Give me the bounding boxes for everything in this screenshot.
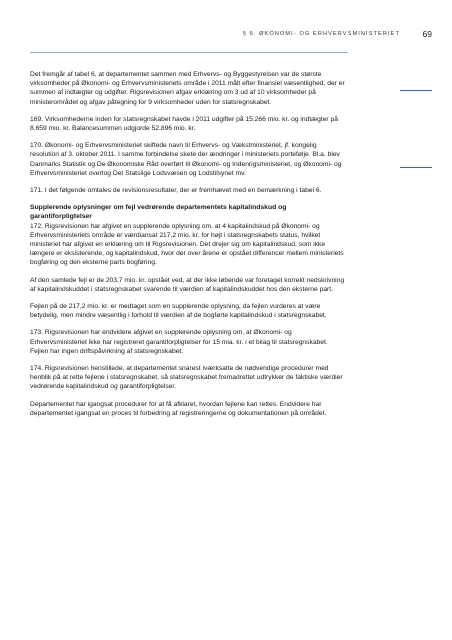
paragraph: 173. Rigsrevisionen har endvidere afgivet en supplerende oplysning om, at Økonomi- og Erhvervsministeriet ikke har registreret garantiforpligtelser for 15 mia. kr. i et bilag til statsregnskabet. Fejlen har ingen driftspåvirkning af statsregnskabet. — [30, 329, 328, 355]
section-heading: Supplerende oplysninger om fejl vedrørende departementets kapitalindskud og garantiforpligtelser — [30, 204, 287, 221]
header-rule — [30, 52, 348, 53]
paragraph: 169. Virksomhederne inden for statsregnskabet havde i 2011 udgifter på 15.266 mio. kr. og indtægter på 8.659 mio. kr. Balancesummen udgjorde 52.896 mio. kr. — [30, 115, 338, 133]
body-text — [30, 70, 346, 426]
page-number: 69 — [422, 29, 432, 39]
paragraph: Det fremgår af tabel 6, at departementet sammen med Erhvervs- og Byggestyrelsen var de største virksomheder på Økonomi- og Erhvervsministeriets område i 2011 målt efter finansiel væsentlighed, der er summen af indtægter og udgifter. Rigsrevisionen afgav erklæring om 3 ud af 10 virksomheder på ministerområdet og afgav påtegning for 9 virksomheder uden for statsregnskabet. — [30, 71, 345, 106]
paragraph: 174. Rigsrevisionen henstillede, at departementet snarest iværksatte de nødvendige procedurer med henblik på at rette fejlene i statsregnskabet, så statsregnskabet fremadrettet udtrykker de faktiske værdier vedrørende kapitalindskud og garantiforpligtelser. — [30, 365, 343, 391]
margin-rule — [400, 90, 432, 91]
paragraph: Departementet har igangsat procedurer for at få afklaret, hvordan fejlene kan rettes. Endvidere har departementet igangsat en proces til forbedring af registreringerne og dokumentationen på området. — [30, 400, 327, 417]
paragraph: Af den samlede fejl er de 203,7 mio. kr. opstået ved, at der ikke løbende var foretaget korrekt nedskrivning af kapitalindskuddet i statsregnskabet svarende til værdien af kapitalindskuddet hos den eksterne part. — [30, 276, 345, 293]
paragraph: 171. I det følgende omtales de revisionsresultater, der er fremhævet med en bemærkning i tabel 6. — [30, 187, 322, 195]
page-header — [0, 30, 452, 44]
paragraph: Fejlen på de 217,2 mio. kr. er medtaget som en supplerende oplysning, da fejlen vurderes at være betydelig, men mindre væsentlig i forhold til værdien af de bogførte kapitalindskud i statsregnskabet. — [30, 303, 327, 320]
running-head: § 6. ØKONOMI- OG ERHVERVSMINISTERIET — [242, 31, 400, 37]
paragraph: 172. Rigsrevisionen har afgivet en supplerende oplysning om, at 4 kapitalindskud på Økonomi- og Erhvervsministeriets område er værdiansat 217,2 mio. kr. for højt i statsregnskabets status, hvilket ministeriet har afgivet en erklæring om til Rigsrevisionen. Det drejer sig om kapitalindskud, som ikke længere er eksisterende, og kapitalindskud, hvor der over årene er opstået differencer mellem ministeriets bogføring og den eksterne parts bogføring. — [30, 222, 344, 267]
paragraph: 170. Økonomi- og Erhvervsministeriet skiftede navn til Erhvervs- og Vækstministeriet, jf. kongelig resolution af 3. oktober 2011. I samme forbindelse skete der ændringer i ministeriets portefølje. Bl.a. blev Danmarks Statistik og De Økonomiske Råd overført til Økonomi- og Indenrigsministeriet, og Økonomi- og Erhvervsministeriet overtog Det Statslige Lodsvæsen og Lodstilsynet mv. — [30, 142, 342, 177]
margin-rule — [400, 167, 432, 168]
